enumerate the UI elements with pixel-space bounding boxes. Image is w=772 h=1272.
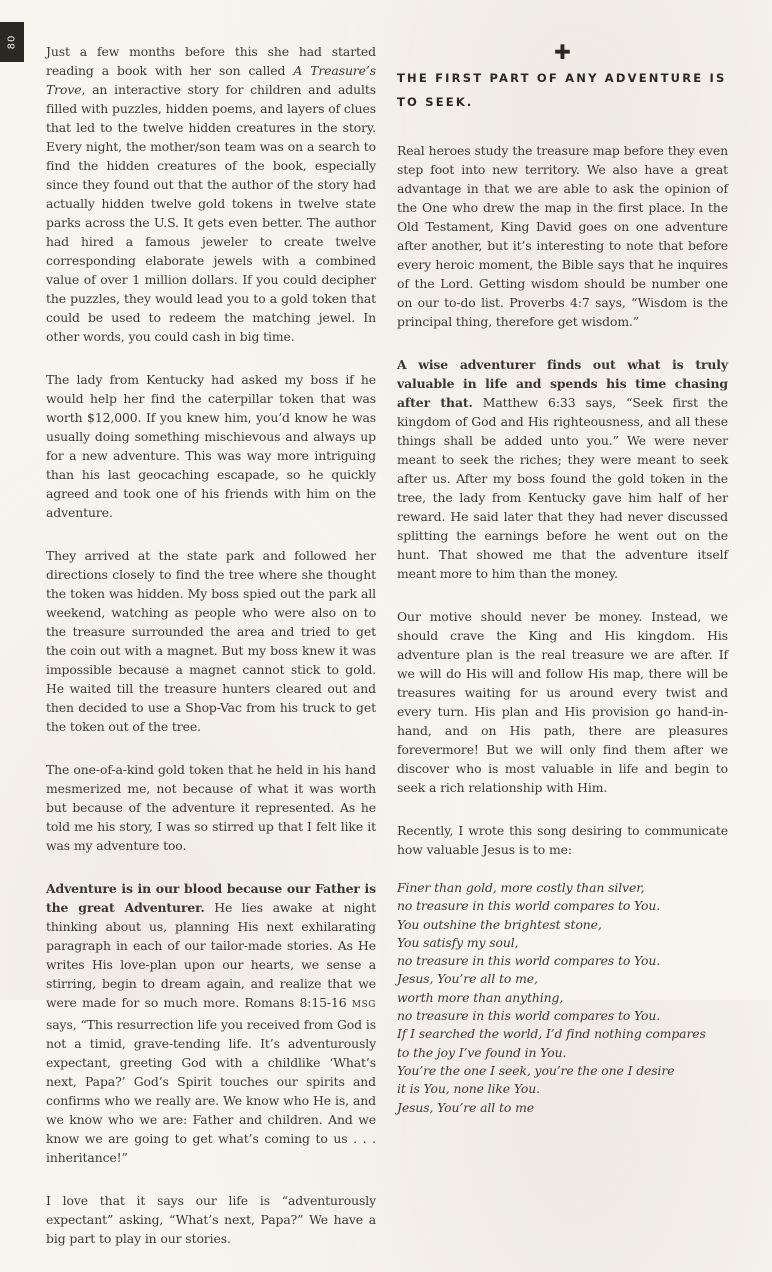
lyric-line: to the joy I’ve found in You. xyxy=(397,1044,567,1060)
paragraph-state-park: They arrived at the state park and followed her directions closely to find the tree where she thought the token was hidden. My boss spied out the park all weekend, watching as people who were also on to the treasure surrounded the area and tried to get the coin out with a magnet. But my boss knew it was impossible because a magnet cannot stick to gold. He waited till the treasure hunters cleared out and then decided to use a Shop-Vac from his truck to get the token out of the tree. xyxy=(46,548,376,734)
song-lyrics xyxy=(397,879,728,1117)
right-column xyxy=(397,42,728,1117)
lyric-line: no treasure in this world compares to You. xyxy=(397,953,661,969)
bold-lead: Adventure is in our blood because our Father is the great Adventurer. xyxy=(46,881,376,915)
paragraph-kentucky-lady: The lady from Kentucky had asked my boss if he would help her find the caterpillar token that was worth $12,000. If you knew him, you’d know he was usually doing something mischievous and always up for a new adventure. This was way more intriguing than his last geocaching escapade, so he quickly agreed and took one of his friends with him on the adventure. xyxy=(46,372,376,520)
text-run: Matthew 6:33 says, “Seek first the kingdom of God and His righteousness, and all these things shall be added unto you.” We were never meant to seek the riches; they were meant to seek after us. After my boss found the gold token in the tree, the lady from Kentucky gave him half of her reward. He said later that they had never discussed splitting the earnings before he went out on the hunt. That showed me that the adventure itself meant more to him than the money. xyxy=(397,395,728,581)
lyric-line: You satisfy my soul, xyxy=(397,934,519,950)
text-run: , an interactive story for children and adults filled with puzzles, hidden poems, and layers of clues that led to the twelve hidden creatures in the story. Every night, the mother/son team was on a search to find the hidden creatures of the book, especially since they found out that the author of the story had actually hidden twelve gold tokens in twelve state parks across the U.S. It gets even better. The author had hired a famous jeweler to create twelve corresponding elaborate jewels with a combined value of over 1 million dollars. If you could decipher the puzzles, they would lead you to a gold token that could be used to redeem the matching jewel. In other words, you could cash in big time. xyxy=(46,82,376,344)
lyric-line: You’re the one I seek, you’re the one I desire xyxy=(397,1062,675,1078)
paragraph-motive: Our motive should never be money. Instead, we should crave the King and His kingdom. His adventure plan is the real treasure we are after. If we will do His will and follow His map, there will be treasures waiting for us around every twist and every turn. His plan and His provision go hand-in-hand, and on His path, there are pleasures forevermore! But we will only find them after we discover who is most valuable in life and begin to seek a rich relationship with Him. xyxy=(397,609,728,795)
lyric-line: Jesus, You’re all to me, xyxy=(397,971,538,987)
paragraph-treasure-map: Real heroes study the treasure map before they even step foot into new territory. We also have a great advantage in that we are able to ask the opinion of the One who drew the map in the first place. In the Old Testament, King David goes on one adventure after another, but it’s interesting to note that before every heroic moment, the Bible says that he inquires of the Lord. Getting wisdom should be number one on our to-do list. Proverbs 4:7 says, “Wisdom is the principal thing, therefore get wisdom.” xyxy=(397,143,728,329)
paragraph-gold-token: The one-of-a-kind gold token that he held in his hand mesmerized me, not because of what it was worth but because of the adventure it represented. As he told me his story, I was so stirred up that I felt like it was my adventure too. xyxy=(46,762,376,853)
cross-icon: ✚ xyxy=(554,40,571,64)
paragraph-song-intro: Recently, I wrote this song desiring to communicate how valuable Jesus is to me: xyxy=(397,823,728,857)
paragraph-book-intro xyxy=(46,42,376,346)
lyric-line: Finer than gold, more costly than silver, xyxy=(397,880,645,895)
lyric-line: worth more than anything, xyxy=(397,989,564,1005)
paragraph-adventure-blood xyxy=(46,879,376,1167)
lyric-line: it is You, none like You. xyxy=(397,1081,540,1097)
lyric-line: no treasure in this world compares to You. xyxy=(397,1008,661,1024)
lyric-line: Jesus, You’re all to me xyxy=(397,1099,534,1115)
page-number: 80 xyxy=(6,34,18,50)
page-number-tab xyxy=(0,22,24,62)
paragraph-wise-adventurer xyxy=(397,355,728,583)
lyric-line: You outshine the brightest stone, xyxy=(397,916,602,932)
bold-lead: A wise adventurer finds out what is truly valuable in life and spends his time chasing after that. xyxy=(397,357,728,410)
text-run: says, “This resurrection life you received from God is not a timid, grave-tending life. It’s adventurously expectant, greeting God with a childlike ‘What’s next, Papa?’ God’s Spirit touches our spirits and confirms who we really are. We know who He is, and we know who we are: Father and children. And we know we are going to get what’s coming to us . . . inheritance!” xyxy=(46,1017,376,1165)
text-run: Just a few months before this she had started reading a book with her son called xyxy=(46,44,376,78)
lyric-line: no treasure in this world compares to You. xyxy=(397,898,661,914)
bible-version: MSG xyxy=(351,1000,376,1010)
left-column xyxy=(46,42,376,1272)
paragraph-whats-next: I love that it says our life is “adventurously expectant” asking, “What’s next, Papa?” We have a big part to play in our stories. xyxy=(46,1193,376,1246)
section-heading: THE FIRST PART OF ANY ADVENTURE IS TO SEEK. xyxy=(397,71,727,109)
book-title: A Treasure’s Trove xyxy=(46,63,376,97)
text-run: He lies awake at night thinking about us, planning His next exhilarating paragraph in each of our tailor-made stories. As He writes His love-plan upon our hearts, we sense a stirring, begin to dream again, and realize that we were made for so much more. Romans 8:15-16 xyxy=(46,900,376,1010)
lyric-line: If I searched the world, I’d find nothing compares xyxy=(397,1026,706,1042)
